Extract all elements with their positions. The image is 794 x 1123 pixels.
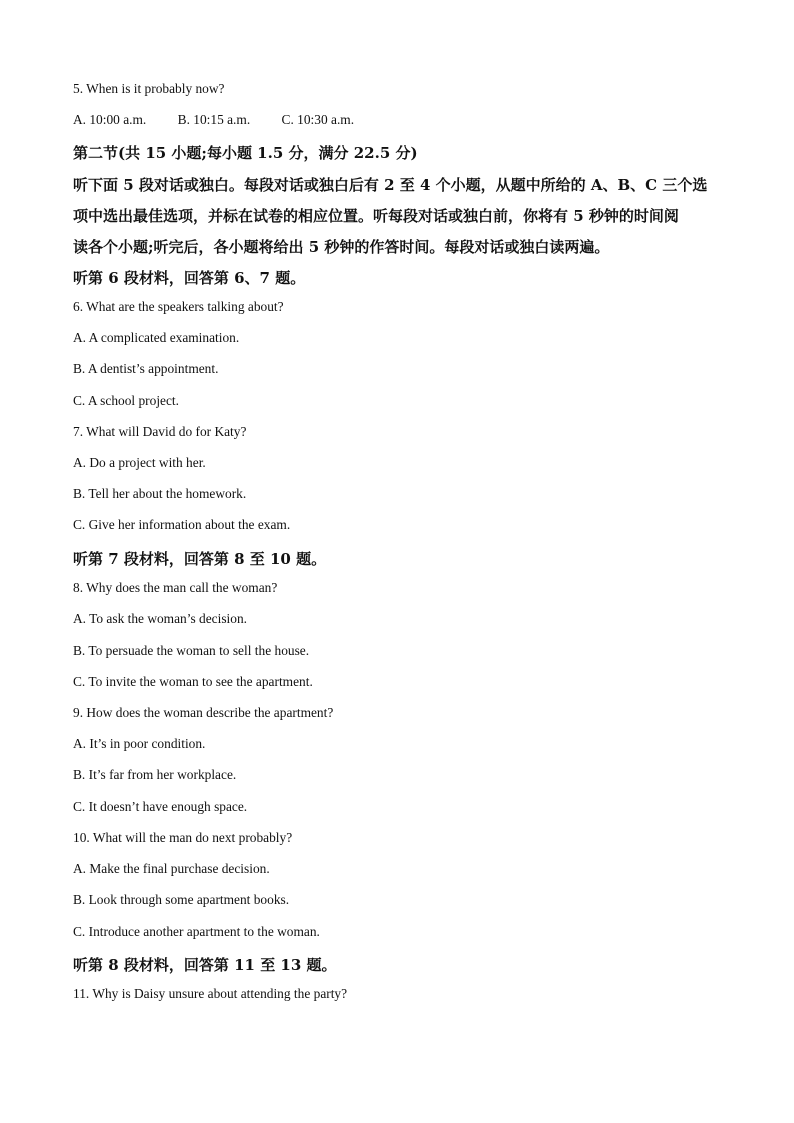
- question-8-option-b: B. To persuade the woman to sell the house.: [73, 643, 310, 658]
- section-2-instructions-line-3: 读各个小题;听完后，各小题将给出 5 秒钟的作答时间。每段对话或独白读两遍。: [73, 238, 610, 256]
- question-7-option-a: A. Do a project with her.: [73, 455, 206, 470]
- material-8-heading: 听第 8 段材料，回答第 11 至 13 题。: [73, 956, 337, 974]
- question-6-option-a: A. A complicated examination.: [73, 330, 240, 345]
- question-10-option-a: A. Make the final purchase decision.: [73, 861, 270, 876]
- material-6-heading: 听第 6 段材料，回答第 6、7 题。: [73, 269, 306, 287]
- question-5-options: [73, 112, 354, 128]
- question-7: 7. What will David do for Katy?: [73, 424, 247, 439]
- section-2-instructions-line-2: 项中选出最佳选项，并标在试卷的相应位置。听每段对话或独白前，你将有 5 秒钟的时间阅: [73, 207, 679, 225]
- question-6-option-b: B. A dentist’s appointment.: [73, 361, 219, 376]
- question-9-option-a: A. It’s in poor condition.: [73, 736, 206, 751]
- question-7-option-c: C. Give her information about the exam.: [73, 517, 291, 532]
- question-10-option-b: B. Look through some apartment books.: [73, 892, 290, 907]
- option-b: B. 10:15 a.m.: [177, 112, 251, 127]
- option-c: C. 10:30 a.m.: [281, 112, 355, 127]
- question-6: 6. What are the speakers talking about?: [73, 299, 284, 314]
- question-9-option-b: B. It’s far from her workplace.: [73, 767, 237, 782]
- question-8-option-a: A. To ask the woman’s decision.: [73, 611, 247, 626]
- question-10-option-c: C. Introduce another apartment to the woman.: [73, 924, 320, 939]
- question-8: 8. Why does the man call the woman?: [73, 580, 278, 595]
- section-2-instructions-line-1: 听下面 5 段对话或独白。每段对话或独白后有 2 至 4 个小题，从题中所给的 A、B、C 三个选: [73, 176, 708, 194]
- question-8-option-c: C. To invite the woman to see the apartment.: [73, 674, 313, 689]
- question-9-option-c: C. It doesn’t have enough space.: [73, 799, 248, 814]
- question-7-option-b: B. Tell her about the homework.: [73, 486, 247, 501]
- option-a: A. 10:00 a.m.: [73, 112, 147, 127]
- material-7-heading: 听第 7 段材料，回答第 8 至 10 题。: [73, 550, 327, 568]
- question-11: 11. Why is Daisy unsure about attending the party?: [73, 986, 348, 1001]
- question-6-option-c: C. A school project.: [73, 393, 179, 408]
- question-10: 10. What will the man do next probably?: [73, 830, 293, 845]
- question-5: 5. When is it probably now?: [73, 81, 225, 96]
- section-2-heading: 第二节(共 15 小题;每小题 1.5 分，满分 22.5 分): [73, 144, 418, 162]
- question-9: 9. How does the woman describe the apartment?: [73, 705, 334, 720]
